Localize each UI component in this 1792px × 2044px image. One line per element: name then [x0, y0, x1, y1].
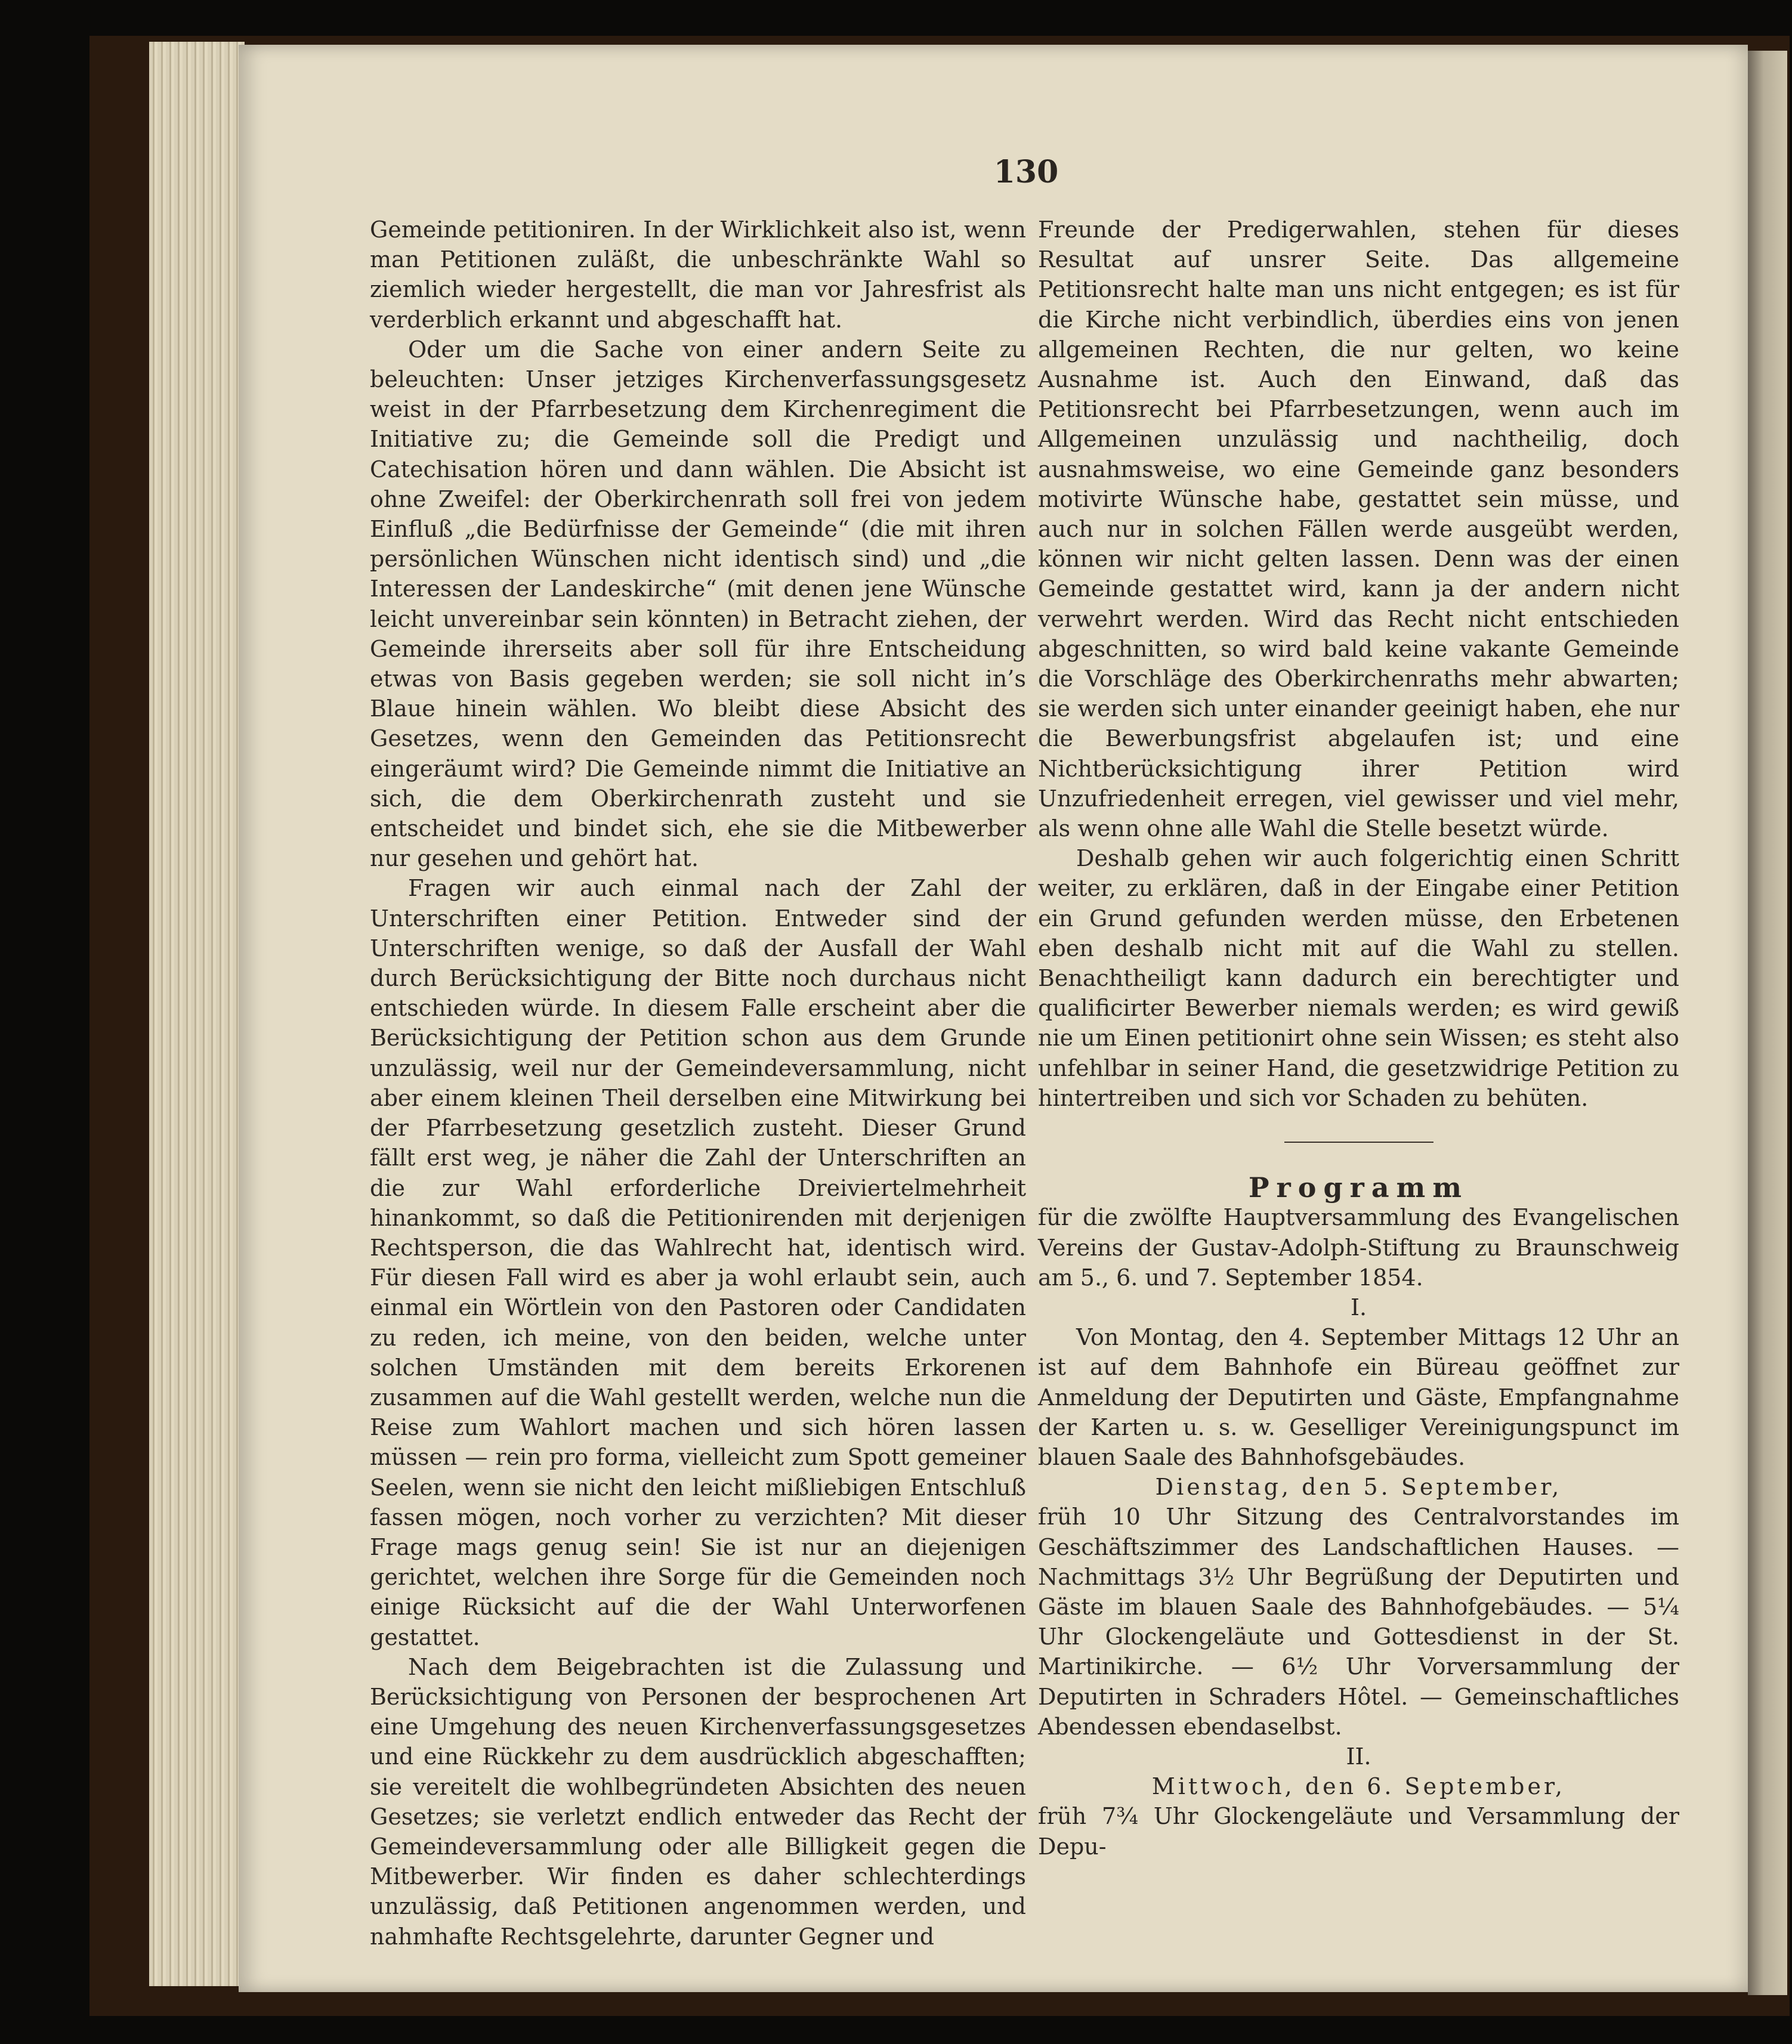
program-monday: Von Montag, den 4. September Mittags 12 Uhr an ist auf dem Bahnhofe ein Büreau geöffnet zur Anmeldung der Deputirten und Gäste, Empfangnahme der Karten u. s. w. Geselliger Vereinigungspunct im blauen Saale des Bahnhofsgebäudes. [1038, 1324, 1679, 1470]
section-divider [1284, 1142, 1433, 1143]
paragraph: Gemeinde petitioniren. In der Wirklichkeit also ist, wenn man Petitionen zuläßt, die unbeschränkte Wahl so ziemlich wieder hergestellt, die man vor Jahresfrist als verderblich erkannt und abgeschafft hat. [370, 217, 1026, 333]
page-edges [149, 42, 245, 1986]
paragraph: Deshalb gehen wir auch folgerichtig einen Schritt weiter, zu erklären, daß in der Eingabe einer Petition ein Grund gefunden werden müsse, den Erbetenen eben deshalb nicht mit auf die Wahl zu stellen. Benachtheiligt kann dadurch ein berechtigter und qualificirter Bewerber niemals werden; es wird gewiß nie um Einen petitionirt ohne sein Wissen; es steht also unfehlbar in seiner Hand, die gesetzwidrige Petition zu hintertreiben und sich vor Schaden zu behüten. [1038, 845, 1679, 1111]
paragraph: Nach dem Beigebrachten ist die Zulassung und Berücksichtigung von Personen der besprochenen Art eine Umgehung des neuen Kirchenverfassungsgesetzes und eine Rückkehr zu dem ausdrücklich abgeschafften; sie vereitelt die wohlbegründeten Absichten des neuen Gesetzes; sie verletzt endlich entweder das Recht der Gemeindeversammlung oder alle Billigkeit gegen die Mitbewerber. Wir finden es daher schlechterdings unzulässig, daß Petitionen angenommen werden, und nahmhafte Rechtsgelehrte, darunter Gegner und [370, 1653, 1026, 1950]
program-wednesday: früh 7¾ Uhr Glockengeläute und Versammlung der Depu- [1038, 1803, 1679, 1860]
program-section [1038, 1173, 1679, 1861]
page-number: 130 [993, 154, 1059, 190]
right-column [1038, 215, 1679, 1861]
facing-page-edge [1748, 51, 1787, 1995]
paragraph: Freunde der Predigerwahlen, stehen für dieses Resultat auf unsrer Seite. Das allgemeine Petitionsrecht halte man uns nicht entgegen; es ist für die Kirche nicht verbindlich, überdies eins von jenen allgemeinen Rechten, die nur gelten, wo keine Ausnahme ist. Auch den Einwand, daß das Petitionsrecht bei Pfarrbesetzungen, wenn auch im Allgemeinen unzulässig und nachtheilig, doch ausnahmsweise, wo eine Gemeinde ganz besonders motivirte Wünsche habe, gestattet sein müsse, und auch nur in solchen Fällen werde ausgeübt werden, können wir nicht gelten lassen. Denn was der einen Gemeinde gestattet wird, kann ja der andern nicht verwehrt werden. Wird das Recht nicht entschieden abgeschnitten, so wird bald keine vakante Gemeinde die Vorschläge des Oberkirchenraths mehr abwarten; sie werden sich unter einander geeinigt haben, ehe nur die Bewerbungsfrist abgelaufen ist; und eine Nichtberücksichtigung ihrer Petition wird Unzufriedenheit erregen, viel gewisser und viel mehr, als wenn ohne alle Wahl die Stelle besetzt würde. [1038, 217, 1679, 842]
paragraph: Fragen wir auch einmal nach der Zahl der Unterschriften einer Petition. Entweder sind der Unterschriften wenige, so daß der Ausfall der Wahl durch Berücksichtigung der Bitte noch durchaus nicht entschieden würde. In diesem Falle erscheint aber die Berücksichtigung der Petition schon aus dem Grunde unzulässig, weil nur der Gemeindeversammlung, nicht aber einem kleinen Theil derselben eine Mitwirkung bei der Pfarrbesetzung gesetzlich zusteht. Dieser Grund fällt erst weg, je näher die Zahl der Unterschriften an die zur Wahl erforderliche Dreiviertelmehrheit hinankommt, so daß die Petitionirenden mit derjenigen Rechtsperson, die das Wahlrecht hat, identisch wird. Für diesen Fall wird es aber ja wohl erlaubt sein, auch einmal ein Wörtlein von den Pastoren oder Candidaten zu reden, ich meine, von den beiden, welche unter solchen Umständen mit dem bereits Erkorenen zusammen auf die Wahl gestellt werden, welche nun die Reise zum Wahlort machen und sich hören lassen müssen — rein pro forma, vielleicht zum Spott gemeiner Seelen, wenn sie nicht den leicht mißliebigen Entschluß fassen mögen, noch vorher zu verzichten? Mit dieser Frage mags genug sein! Sie ist nur an diejenigen gerichtet, welchen ihre Sorge für die Gemeinden noch einige Rücksicht auf die der Wahl Unterworfenen gestattet. [370, 875, 1026, 1650]
program-tuesday-heading: Dienstag, den 5. September, [1155, 1474, 1562, 1501]
program-title: Programm [1248, 1171, 1469, 1204]
program-subtitle: für die zwölfte Hauptversammlung des Evangelischen Vereins der Gustav-Adolph-Stiftung zu Braunschweig am 5., 6. und 7. September 1854. [1038, 1204, 1679, 1291]
program-section-number: II. [1346, 1743, 1371, 1770]
paragraph: Oder um die Sache von einer andern Seite zu beleuchten: Unser jetziges Kirchenverfassungsgesetz weist in der Pfarrbesetzung dem Kirchenregiment die Initiative zu; die Gemeinde soll die Predigt und Catechisation hören und dann wählen. Die Absicht ist ohne Zweifel: der Oberkirchenrath soll frei von jedem Einfluß „die Bedürfnisse der Gemeinde“ (die mit ihren persönlichen Wünschen nicht identisch sind) und „die Interessen der Landeskirche“ (mit denen jene Wünsche leicht unvereinbar sein könnten) in Betracht ziehen, der Gemeinde ihrerseits aber soll für ihre Entscheidung etwas von Basis gegeben werden; sie soll nicht in’s Blaue hinein wählen. Wo bleibt diese Absicht des Gesetzes, wenn den Gemeinden das Petitionsrecht eingeräumt wird? Die Gemeinde nimmt die Initiative an sich, die dem Oberkirchenrath zusteht und sie entscheidet und bindet sich, ehe sie die Mitbewerber nur gesehen und gehört hat. [370, 336, 1026, 872]
program-wednesday-heading: Mittwoch, den 6. September, [1151, 1773, 1566, 1800]
program-section-number: I. [1350, 1294, 1367, 1321]
left-column [370, 215, 1026, 1952]
program-tuesday: früh 10 Uhr Sitzung des Centralvorstandes im Geschäftszimmer des Landschaftlichen Hauses. — Nachmittags 3½ Uhr Begrüßung der Deputirten und Gäste im blauen Saale des Bahnhofgebäudes. — 5¼ Uhr Glockengeläute und Gottesdienst in der St. Martinikirche. — 6½ Uhr Vorversammlung der Deputirten in Schraders Hôtel. — Gemeinschaftliches Abendessen ebendaselbst. [1038, 1504, 1679, 1740]
